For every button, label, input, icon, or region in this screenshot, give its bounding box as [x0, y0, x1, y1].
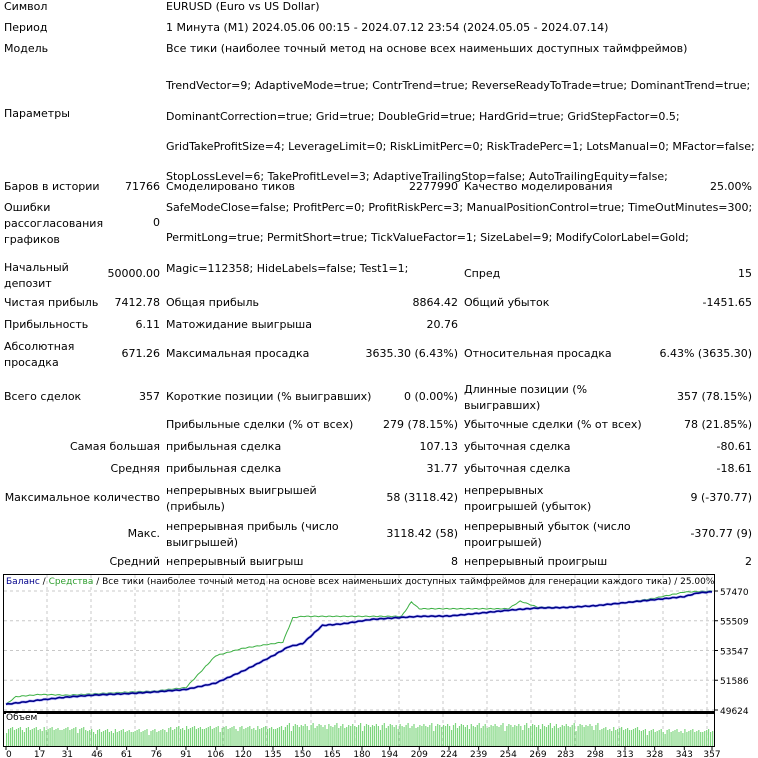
profit-trades-value: 279 (78.15%): [382, 418, 458, 431]
svg-text:209: 209: [410, 750, 428, 758]
total-trades-value: 357: [139, 390, 160, 403]
svg-text:254: 254: [499, 750, 517, 758]
avg-consecutive-losses-label: непрерывный проигрыш: [464, 555, 608, 568]
svg-text:298: 298: [586, 750, 604, 758]
gross-profit-value: 8864.42: [412, 296, 458, 309]
largest-loss-value: -80.61: [716, 440, 752, 453]
svg-text:120: 120: [234, 750, 252, 758]
average-profit-label: прибыльная сделка: [166, 462, 282, 475]
loss-trades-label: Убыточные сделки (% от всех): [464, 418, 642, 431]
balance-chart: [0, 574, 758, 758]
param-line: PermitLong=true; PermitShort=true; TickValueFactor=1; SizeLabel=9; ModifyColorLabel=Gold;: [166, 231, 689, 245]
volume-label: Объем: [6, 713, 38, 723]
profit-trades-label: Прибыльные сделки (% от всех): [166, 418, 354, 431]
max-drawdown-label: Максимальная просадка: [166, 347, 310, 360]
short-positions-label: Короткие позиции (% выигравших): [166, 390, 372, 403]
svg-text:91: 91: [180, 750, 192, 758]
svg-text:53547: 53547: [720, 647, 749, 658]
symbol-value: EURUSD (Euro vs US Dollar): [166, 0, 320, 13]
ticks-value: 2277990: [409, 180, 458, 193]
max-consecutive-wins-label: непрерывных выигрышей (прибыль): [166, 484, 317, 513]
net-profit-label: Чистая прибыль: [4, 296, 99, 309]
max-consecutive-label: Максимальное количество: [4, 491, 160, 504]
svg-text:49624: 49624: [720, 707, 749, 717]
average-profit-value: 31.77: [426, 462, 458, 475]
expected-payoff-label: Матожидание выигрыша: [166, 318, 312, 331]
avg-consecutive-wins-label: непрерывный выигрыш: [166, 555, 304, 568]
svg-text:61: 61: [120, 750, 133, 758]
profit-factor-label: Прибыльность: [4, 318, 89, 331]
svg-text:283: 283: [557, 750, 575, 758]
total-trades-label: Всего сделок: [4, 390, 82, 403]
legend-separator: /: [39, 577, 49, 587]
loss-trades-value: 78 (21.85%): [683, 418, 752, 431]
svg-text:17: 17: [33, 750, 46, 758]
svg-text:239: 239: [470, 750, 488, 758]
abs-drawdown-label: Абсолютная просадка: [4, 340, 75, 369]
parameters-label: Параметры: [4, 107, 70, 120]
max-consec-profit-value: 3118.42 (58): [386, 527, 458, 540]
symbol-label: Символ: [4, 0, 48, 13]
max-consec-loss-label: непрерывный убыток (число проигрышей): [464, 520, 631, 549]
param-line: StopLossLevel=6; TakeProfitLevel=3; AdaptiveTrailingStop=false; AutoTrailingEquity=false;: [166, 170, 668, 184]
net-profit-value: 7412.78: [114, 296, 160, 309]
svg-text:165: 165: [323, 750, 341, 758]
svg-text:57470: 57470: [720, 588, 749, 598]
svg-text:31: 31: [61, 750, 74, 758]
average-loss-value: -18.61: [716, 462, 752, 475]
period-label: Период: [4, 21, 48, 34]
largest-profit-label: прибыльная сделка: [166, 440, 282, 453]
avg-consecutive-wins-value: 8: [451, 555, 458, 568]
svg-text:76: 76: [150, 750, 163, 758]
legend-description: / Все тики (наиболее точный метод на основе всех наименьших доступных таймфреймов для генерации каждого тика) / 25.00%: [93, 577, 715, 587]
balance-chart-canvas: [0, 574, 758, 758]
svg-text:150: 150: [294, 750, 312, 758]
legend-balance: Баланс: [6, 577, 40, 587]
svg-text:313: 313: [616, 750, 634, 758]
deposit-label: Начальный депозит: [4, 261, 69, 290]
spread-label: Спред: [464, 267, 501, 280]
param-line: TrendVector=9; AdaptiveMode=true; ContrTrend=true; ReverseReadyToTrade=true; DominantTrend=true;: [166, 79, 751, 93]
svg-text:194: 194: [381, 750, 399, 758]
long-positions-value: 357 (78.15%): [676, 390, 752, 403]
param-line: DominantCorrection=true; Grid=true; DoubleGrid=true; HardGrid=true; GridStepFactor=0.5;: [166, 109, 680, 123]
mismatch-label: Ошибки рассогласования графиков: [4, 201, 104, 246]
bars-value: 71766: [125, 180, 160, 193]
long-positions-label: Длинные позиции (% выигравших): [464, 383, 588, 412]
average-loss-label: убыточная сделка: [464, 462, 571, 475]
largest-label: Самая большая: [69, 440, 160, 453]
quality-label: Качество моделирования: [464, 180, 613, 193]
svg-text:46: 46: [91, 750, 103, 758]
svg-text:106: 106: [207, 750, 225, 758]
svg-text:343: 343: [675, 750, 693, 758]
max-consec-amount-label: Макс.: [127, 527, 160, 540]
max-consecutive-wins-value: 58 (3118.42): [386, 491, 458, 504]
svg-text:328: 328: [646, 750, 664, 758]
svg-text:0: 0: [6, 750, 12, 758]
param-line: SafeModeClose=false; ProfitPerc=0; ProfitRiskPerc=3; ManualPositionControl=true; TimeOutMinutes=300;: [166, 200, 753, 214]
max-consecutive-losses-label: непрерывных проигрышей (убыток): [464, 484, 592, 513]
max-consec-loss-value: -370.77 (9): [690, 527, 752, 540]
param-line: Magic=112358; HideLabels=false; Test1=1;: [166, 261, 409, 275]
avg-consecutive-label: Средний: [109, 555, 160, 568]
avg-consecutive-losses-value: 2: [745, 555, 752, 568]
svg-text:224: 224: [440, 750, 458, 758]
short-positions-value: 0 (0.00%): [403, 390, 458, 403]
svg-text:55509: 55509: [720, 617, 749, 628]
ticks-label: Смоделировано тиков: [166, 180, 296, 193]
largest-loss-label: убыточная сделка: [464, 440, 571, 453]
gross-profit-label: Общая прибыль: [166, 296, 259, 309]
expected-payoff-value: 20.76: [426, 318, 458, 331]
model-label: Модель: [4, 42, 49, 55]
mismatch-value: 0: [153, 216, 160, 229]
param-line: GridTakeProfitSize=4; LeverageLimit=0; RiskLimitPerc=0; RiskTradePerc=1; LotsManual=0; MFactor=false;: [166, 140, 755, 154]
svg-text:135: 135: [264, 750, 282, 758]
period-value: 1 Минута (M1) 2024.05.06 00:15 - 2024.07.12 23:54 (2024.05.05 - 2024.07.14): [166, 21, 609, 34]
abs-drawdown-value: 671.26: [121, 347, 160, 360]
chart-legend: [6, 576, 714, 588]
svg-text:269: 269: [529, 750, 547, 758]
deposit-value: 50000.00: [107, 267, 160, 280]
largest-profit-value: 107.13: [419, 440, 458, 453]
gross-loss-label: Общий убыток: [464, 296, 550, 309]
svg-text:180: 180: [353, 750, 371, 758]
average-label: Средняя: [110, 462, 160, 475]
max-drawdown-value: 3635.30 (6.43%): [365, 347, 458, 360]
max-consecutive-losses-value: 9 (-370.77): [690, 491, 752, 504]
profit-factor-value: 6.11: [135, 318, 160, 331]
gross-loss-value: -1451.65: [702, 296, 752, 309]
spread-value: 15: [738, 267, 752, 280]
svg-text:357: 357: [703, 750, 721, 758]
rel-drawdown-value: 6.43% (3635.30): [659, 347, 752, 360]
bars-label: Баров в истории: [4, 180, 100, 193]
svg-text:51586: 51586: [720, 677, 749, 688]
max-consec-profit-label: непрерывная прибыль (число выигрышей): [166, 520, 339, 549]
quality-value: 25.00%: [710, 180, 752, 193]
model-value: Все тики (наиболее точный метод на основе всех наименьших доступных таймфреймов): [166, 42, 688, 55]
legend-equity: Средства: [48, 577, 94, 587]
parameters-value: [166, 63, 756, 291]
rel-drawdown-label: Относительная просадка: [464, 347, 612, 360]
